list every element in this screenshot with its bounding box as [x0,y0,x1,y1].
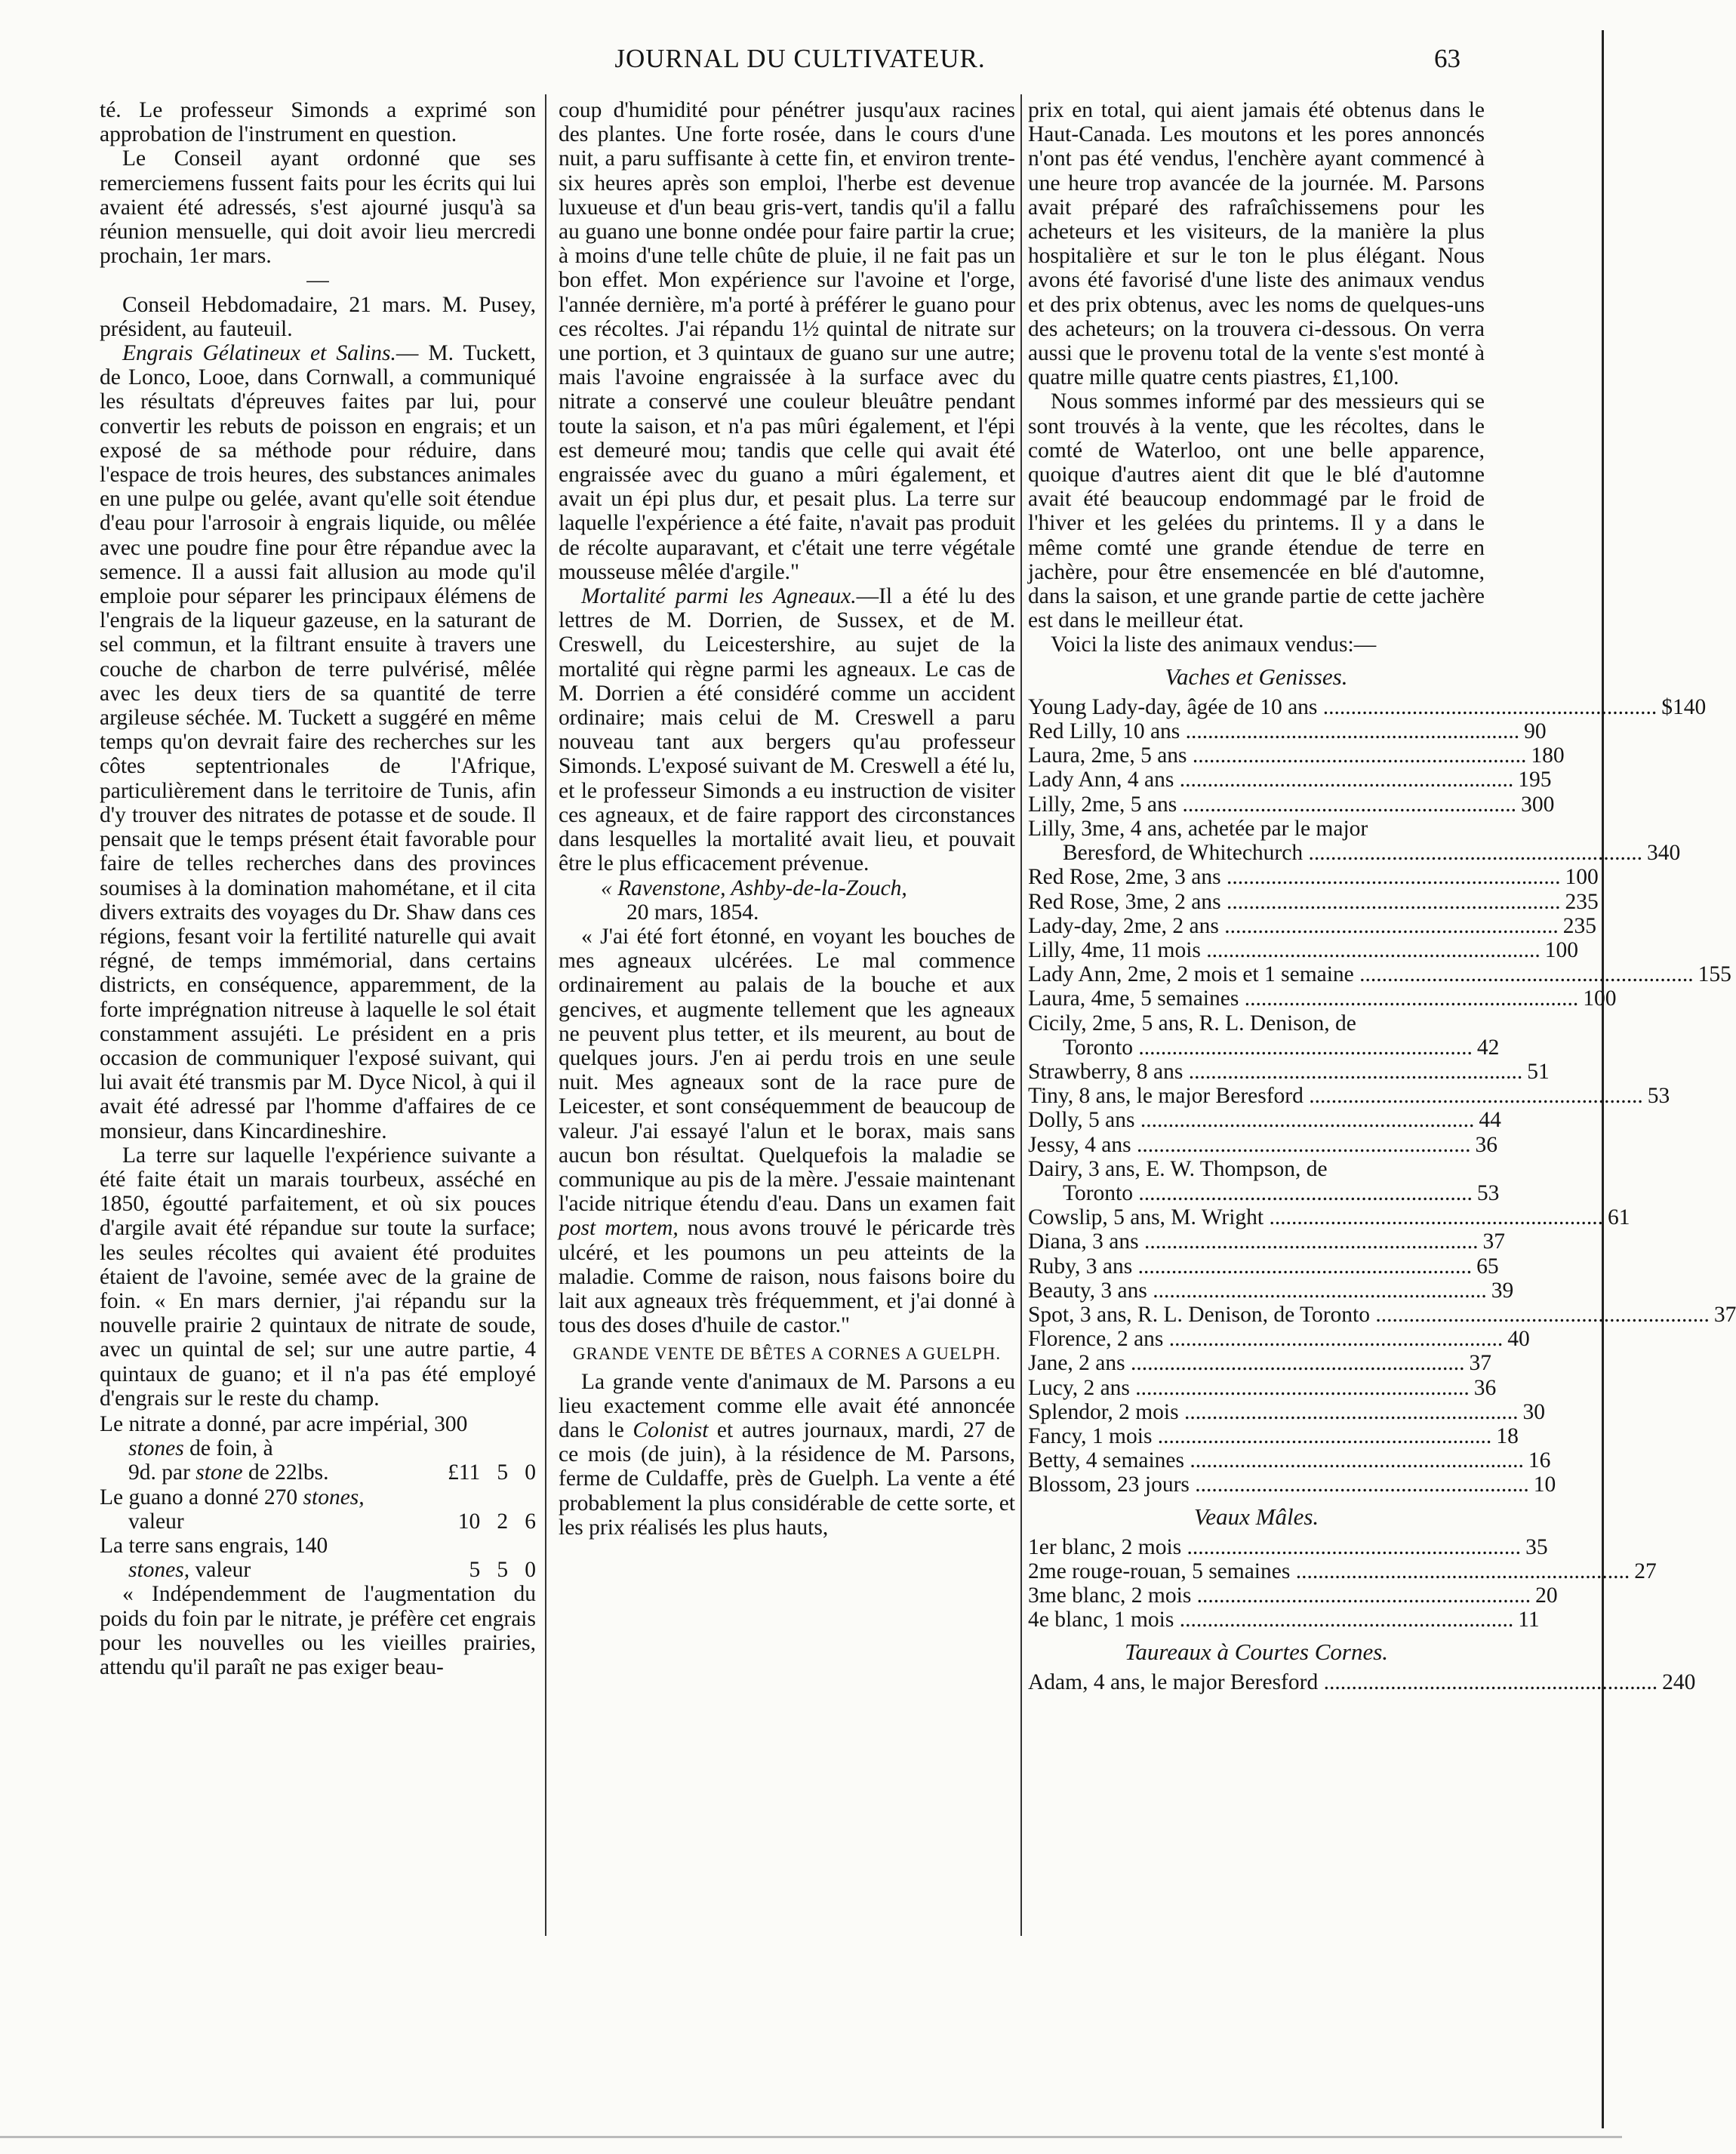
fee-text: 9d. par [128,1460,190,1485]
animal-price: 90 [1524,719,1547,744]
page-bottom-edge [0,2136,1622,2138]
list-section-title: Taureaux à Courtes Cornes. [1124,1638,1389,1665]
animal-price: 240 [1662,1669,1696,1694]
animal-price: 180 [1531,743,1565,768]
animal-price: 195 [1518,768,1552,792]
paragraph [559,925,1015,1337]
animal-row [1028,1229,1506,1254]
animal-price: 30 [1522,1399,1545,1424]
animal-name: Spot, 3 ans, R. L. Denison, de Toronto ............................................................ [1028,1302,1710,1327]
animal-name: Diana, 3 ans ............................................................ [1028,1229,1479,1254]
animal-name: Beresford, de Whitechurch ............................................................ [1063,841,1642,866]
animal-price: 10 [1533,1472,1556,1497]
paragraph-body: — M. Tuckett, de Lonco, Looe, dans Cornwall, a communiqué les résultats d'épreuves faites par lui, pour convertir les rebuts de poisson en engrais; et un exposé de sa méthode pour réduire, dans l'espace de trois heures, des substances animales en une pulpe ou gelée, avant qu'elle soit étendue d'eau pour l'arrosoir à engrais liquide, ou mêlée avec une poudre fine pour être répandue avec la semence. Il a aussi fait allusion au mode qu'il emploie pour séparer les principaux élémens de l'engrais de la liqueur gazeuse, en la saturant de sel commun, et la filtrant ensuite à travers une couche de charbon de terre pulvérisé, mêlée avec les deux tiers de sa quantité de terre argileuse séchée. M. Tuckett a suggéré en même temps qu'on devrait faire des recherches sur les côtes septentrionales de l'Afrique, particulièrement dans le territoire de Tunis, afin d'y trouver des nitrates de potasse et de soude. Il pensait que le temps présent était favorable pour faire de telles recherches dans des provinces soumises à la domination mahométane, et il cita divers extraits des voyages du Dr. Shaw dans ces régions, fesant voir la fertilité naturelle qui avait régné, de temps immémorial, dans certains districts, en conséquence, apparemment, de la forte imprégnation nitreuse à laquelle le sol était constamment assujéti. Le président en a pris occasion de communiquer l'exposé suivant, qui lui avait été transmis par M. Dyce Nicol, à qui il avait été adressé par l'homme d'affaires de ce monsieur, dans Kincardineshire. [100,341,536,1143]
animal-name: Adam, 4 ans, le major Beresford ............................................................ [1028,1669,1658,1694]
fee-amount: 10 2 6 [457,1509,536,1534]
animal-name: Dairy, 3 ans, E. W. Thompson, de [1028,1156,1328,1181]
animal-name: Red Rose, 2me, 3 ans ............................................................ [1028,865,1561,890]
column-rule-2 [1020,94,1022,1936]
fee-text: Le guano a donné 270 [100,1485,298,1509]
animal-row [1028,743,1565,768]
animal-name: Lilly, 4me, 11 mois ............................................................ [1028,937,1541,962]
fee-text: de 22lbs. [248,1460,329,1485]
animal-row [1028,768,1552,792]
animal-row [1028,962,1731,987]
animal-name: Lady Ann, 4 ans ............................................................ [1028,768,1514,792]
animal-price: 35 [1525,1534,1548,1559]
animal-price: 235 [1562,913,1596,938]
column-1 [100,98,536,1679]
animal-price: 100 [1565,865,1599,890]
animal-price [1480,1011,1485,1035]
animal-name: Ruby, 3 ans ............................................................ [1028,1254,1473,1279]
animal-row [1028,1375,1497,1400]
animal-name: Tiny, 8 ans, le major Beresford ............................................................ [1028,1084,1643,1109]
paragraph: « Indépendemment de l'augmentation du poids du foin par le nitrate, je préfère cet engrais pour les nouvelles ou les vieilles prairies, attendu qu'il paraît ne pas exiger beau- [100,1582,536,1679]
animal-price: 39 [1491,1278,1514,1303]
animal-name: Red Rose, 3me, 2 ans ............................................................ [1028,889,1561,914]
paragraph-body: La grande vente d'animaux de M. Parsons a eu lieu exactement comme elle avait été annoncée dans le [559,1369,1015,1442]
animal-price: 100 [1544,937,1579,962]
animal-row [1028,1423,1519,1448]
animal-row [1028,1608,1540,1632]
fee-text: valeur [195,1558,251,1583]
animal-name: Cowslip, 5 ans, M. Wright ............................................................ [1028,1205,1604,1230]
article-heading: GRANDE VENTE DE BÊTES A CORNES A GUELPH. [572,1344,1002,1364]
animal-row [1028,817,1485,841]
animal-row [1028,865,1599,890]
cows-list [1028,694,1736,1497]
animal-row [1028,1448,1551,1473]
animal-row [1028,1059,1550,1084]
animal-row [1028,1351,1491,1376]
fee-row [100,1485,536,1534]
animal-row [1028,889,1599,914]
paragraph: Conseil Hebdomadaire, 21 mars. M. Pusey, président, au fauteuil. [100,292,536,341]
animal-name: Toronto ............................................................ [1063,1180,1473,1205]
animal-price: 40 [1507,1327,1530,1352]
paragraph [100,341,536,1143]
animal-price: $140 [1661,694,1707,719]
fee-text: La terre sans engrais, 140 [100,1533,328,1558]
list-section-title: Vaches et Genisses. [1165,663,1348,690]
fee-unit: stones, [128,1558,190,1583]
animal-price: 16 [1528,1448,1551,1473]
animal-name: Blossom, 23 jours ............................................................ [1028,1472,1529,1497]
animal-name: Betty, 4 semaines ............................................................ [1028,1448,1524,1473]
fee-text: de foin, à [189,1436,273,1461]
animal-row [1028,719,1547,744]
animal-name: Lady Ann, 2me, 2 mois et 1 semaine ............................................................ [1028,962,1694,987]
fee-amount: 5 5 0 [469,1558,536,1583]
animal-price [1480,1157,1485,1181]
animal-price: 36 [1475,1132,1497,1157]
letter-date: 20 mars, 1854. [626,900,759,925]
column-2 [559,98,1015,1540]
animal-name: Lilly, 3me, 4 ans, achetée par le major [1028,816,1368,841]
page-edge [1602,30,1604,2128]
newspaper-name: Colonist [633,1417,709,1442]
animal-name: Jane, 2 ans ............................................................ [1028,1351,1465,1376]
animal-row [1028,1108,1501,1133]
animal-price: 20 [1535,1583,1558,1608]
animal-row [1028,1399,1545,1424]
animal-row [1028,1472,1556,1497]
animal-price: 235 [1565,889,1599,914]
paragraph: té. Le professeur Simonds a exprimé son approbation de l'instrument en question. [100,98,536,147]
running-title: JOURNAL DU CULTIVATEUR. [614,44,986,73]
animal-name: Laura, 2me, 5 ans ............................................................ [1028,743,1527,768]
column-3 [1028,98,1736,1694]
animal-price: 11 [1518,1608,1540,1632]
latin-phrase: post mortem, [559,1216,679,1241]
animal-row [1028,1132,1497,1157]
paragraph-body: —Il a été lu des lettres de M. Dorrien, de Sussex, et de M. Creswell, du Leicestershire, au sujet de la mortalité qui règne parmi les agneaux. Le cas de M. Dorrien a été considéré comme un accident ordinaire; mais celui de M. Creswell a paru nouveau tant aux bergers qu'au professeur Simonds. L'exposé suivant de M. Creswell a été lu, et le professeur Simonds a eu instruction de visiter ces agneaux, et de faire rapport des circonstances dans lesquelles la mortalité avait lieu, et pouvait être le plus efficacement prévenue. [559,584,1015,876]
animal-name: Fancy, 1 mois ............................................................ [1028,1423,1492,1448]
paragraph: La terre sur laquelle l'expérience suivante a été faite était un marais tourbeux, asséché en 1850, égoutté parfaitement, et où six pouces d'argile avait été répandue sur toute la surface; les seules récoltes qui avaient été produites étaient de l'avoine, semée avec de la graine de foin. « En mars dernier, j'ai répandu sur la nouvelle prairie 2 quintaux de nitrate de soude, avec un quintal de sel; sur une autre partie, 4 quintaux de guano; et il n'a pas été employé d'engrais sur le reste du champ. [100,1143,536,1411]
animal-price: 18 [1496,1423,1519,1448]
animal-row [1028,792,1555,817]
animal-name: Jessy, 4 ans ............................................................ [1028,1132,1471,1157]
fee-amount: £11 5 0 [448,1460,536,1485]
animal-price [1480,817,1485,841]
animal-name: Dolly, 5 ans ............................................................ [1028,1108,1475,1133]
animal-price: 100 [1583,986,1617,1011]
animal-price: 61 [1608,1205,1630,1230]
animal-row [1028,841,1681,866]
animal-name: Lucy, 2 ans ............................................................ [1028,1375,1470,1400]
section-title: Engrais Gélatineux et Salins. [122,341,396,366]
paragraph: coup d'humidité pour pénétrer jusqu'aux racines des plantes. Une forte rosée, dans le cours d'une nuit, a paru suffisante à cette fin, et environ trente-six heures après son emploi, l'herbe est devenue luxueuse et d'un beau gris-vert, tandis qu'il a fallu au guano une bonne ondée pour faire partir la crue; à moins d'une telle chûte de pluie, il ne fait pas un bon effet. Mon expérience sur l'avoine et l'orge, l'année dernière, m'a porté à préférer le guano pour ces récoltes. J'ai répandu 1½ quintal de nitrate sur une portion, et 3 quintaux de guano sur une autre; mais l'avoine engraissée à la surface avec du nitrate a conservé une couleur bleuâtre pendant toute la saison, et n'a pas mûri également, et l'épi est demeuré mou; tandis que celle qui avait été engraissée avec du guano a mûri également, et avait un épi plus dur, et pesait plus. La terre sur laquelle l'expérience a été faite, n'avait pas produit de récolte auparavant, et c'était une terre végétale mousseuse mêlée d'argile." [559,98,1015,584]
fee-row [100,1534,536,1582]
animal-row [1028,1302,1736,1327]
animal-name: Strawberry, 8 ans ............................................................ [1028,1059,1523,1084]
letter-place: « Ravenstone, Ashby-de-la-Zouch, [601,875,907,900]
animal-price: 44 [1479,1108,1501,1133]
fee-table [100,1412,536,1582]
animal-name: Toronto ............................................................ [1063,1035,1473,1060]
animal-name: 4e blanc, 1 mois ............................................................ [1028,1608,1514,1632]
paragraph-body: nous avons trouvé le péricarde très ulcéré, et les poumons un peu atteints de la maladie. Comme de raison, nous faisons boire du lait aux agneaux très fréquemment, et j'ai donné à tous des doses d'huile de castor." [559,1216,1015,1338]
animal-price: 37 [1469,1351,1491,1376]
animal-row [1028,1327,1530,1352]
fee-text: Le nitrate a donné, par acre impérial, 300 [100,1411,468,1436]
animal-row [1028,1180,1500,1205]
animal-name: 1er blanc, 2 mois ............................................................ [1028,1534,1522,1559]
list-section-title: Veaux Mâles. [1193,1503,1319,1530]
animal-row [1028,1205,1630,1230]
paragraph-body: « J'ai été fort étonné, en voyant les bouches de mes agneaux ulcérées. Le mal commence ordinairement au palais de la bouche et aux gencives, et augmente tellement que les agneaux ne peuvent plus tetter, et ils meurent, au bout de quelques jours. J'en ai perdu trois en une seule nuit. Mes agneaux sont de la race pure de Leicester, et sont conséquemment de beaucoup de valeur. J'ai essayé l'alun et le borax, mais sans aucun bon résultat. Quelquefois la maladie se communique au pis de la mère. J'essaie maintenant l'acide nitrique étendu d'eau. Dans un examen fait [559,924,1015,1217]
animal-name: Florence, 2 ans ............................................................ [1028,1327,1504,1352]
animal-name: 3me blanc, 2 mois ............................................................ [1028,1583,1531,1608]
animal-row [1028,986,1617,1011]
animal-name: 2me rouge-rouan, 5 semaines ............................................................ [1028,1559,1630,1583]
fee-row [100,1412,536,1485]
animal-price: 65 [1476,1254,1499,1279]
animal-price: 340 [1646,841,1681,866]
page-number: 63 [1434,44,1461,73]
animal-price: 42 [1476,1035,1500,1060]
animal-row [1028,1669,1696,1694]
fee-unit: stones, [303,1485,365,1509]
animal-price: 155 [1698,962,1731,987]
animal-name: Laura, 4me, 5 semaines ............................................................ [1028,986,1579,1011]
animal-row [1028,1254,1499,1279]
separator-dash: — [306,268,329,293]
paragraph: prix en total, qui aient jamais été obtenus dans le Haut-Canada. Les moutons et les pores annoncés n'ont pas été vendus, l'enchère ayant commencé à une heure trop avancée de la journée. M. Parsons avait préparé des rafraîchissemens pour les acheteurs et les visiteurs, de la manière la plus hospitalière et sur le ton le plus élégant. Nous avons été favorisé d'une liste des animaux vendus et des prix obtenus, avec les noms de quelques-uns des acheteurs; on la trouvera ci-dessous. On verra aussi que le provenu total de la vente s'est monté à quatre mille quatre cents piastres, £1,100. [1028,98,1485,390]
animal-row [1028,1035,1500,1060]
animal-price: 37 [1713,1302,1736,1327]
fee-unit: stone [195,1460,243,1485]
animal-name: Beauty, 3 ans ............................................................ [1028,1278,1487,1303]
section-title: Mortalité parmi les Agneaux. [581,584,857,609]
animal-price: 36 [1473,1375,1497,1400]
paragraph-body: et autres journaux, mardi, 27 de ce mois (de juin), à la résidence de M. Parsons, ferme de Culdaffe, près de Guelph. La vente a été probablement la plus considérable de cette sorte, et les prix réalisés les plus hauts, [559,1417,1015,1540]
animal-name: Lilly, 2me, 5 ans ............................................................ [1028,792,1517,817]
animal-name: Red Lilly, 10 ans ............................................................ [1028,719,1520,744]
animal-name: Cicily, 2me, 5 ans, R. L. Denison, de [1028,1011,1356,1035]
paragraph [559,584,1015,875]
animal-row [1028,1583,1558,1608]
animal-row [1028,937,1579,962]
column-rule-1 [545,94,546,1936]
animal-row [1028,694,1707,719]
animal-row [1028,1084,1670,1109]
paragraph: Nous sommes informé par des messieurs qui se sont trouvés à la vente, que les récoltes, dans le comté de Waterloo, ont une belle apparence, quoique d'autres aient dit que le blé d'automne avait été beaucoup endommagé par le froid de l'hiver et les gelées du printems. Il y a dans le même comté une grande étendue de terre en jachère, pour être ensemencée en blé d'automne, dans la saison, et une grande partie de cette jachère est dans le meilleur état. [1028,389,1485,633]
animal-price: 53 [1647,1084,1670,1109]
animal-price: 27 [1634,1559,1657,1583]
fee-text: valeur [128,1509,184,1534]
fee-unit: stones [128,1436,184,1461]
animal-row [1028,1011,1485,1035]
animal-name: Young Lady-day, âgée de 10 ans ............................................................ [1028,694,1658,719]
animal-row [1028,1559,1657,1583]
paragraph [559,1370,1015,1540]
animal-price: 51 [1527,1059,1550,1084]
paragraph: Voici la liste des animaux vendus:— [1051,632,1377,657]
animal-price: 300 [1521,792,1555,817]
bulls-list [1028,1669,1696,1694]
animal-price: 53 [1476,1180,1500,1205]
animal-price: 37 [1482,1229,1506,1254]
animal-name: Lady-day, 2me, 2 ans ............................................................ [1028,913,1559,938]
calves-list [1028,1534,1657,1632]
animal-row [1028,1157,1485,1181]
animal-row [1028,1278,1514,1303]
animal-row [1028,1534,1548,1559]
paragraph: Le Conseil ayant ordonné que ses remerciemens fussent faits pour les écrits qui lui avaient été adressés, s'est ajourné jusqu'à sa réunion mensuelle, qui doit avoir lieu mercredi prochain, 1er mars. [100,146,536,269]
animal-row [1028,913,1596,938]
animal-name: Splendor, 2 mois ............................................................ [1028,1399,1519,1424]
